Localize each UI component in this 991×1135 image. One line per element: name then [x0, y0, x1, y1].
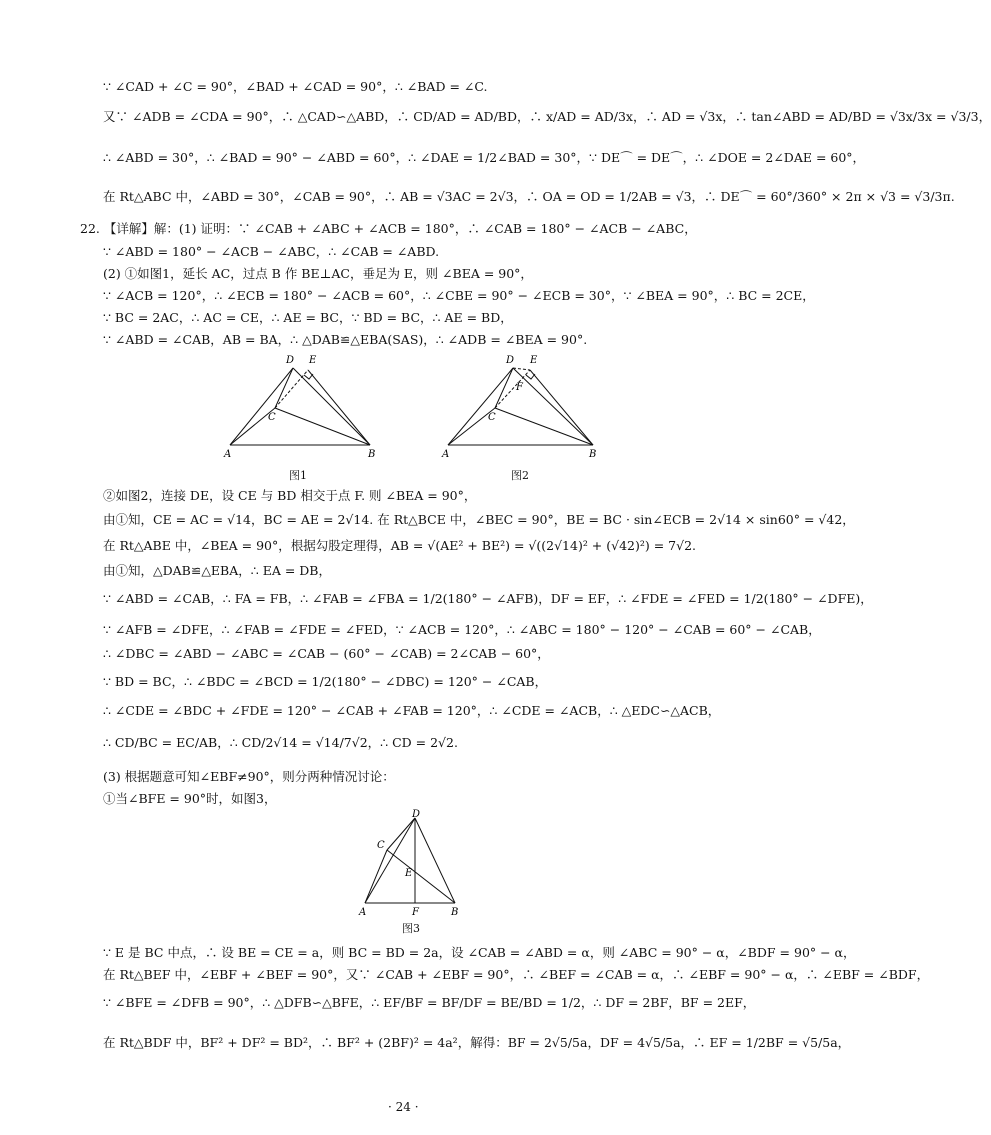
fig1-label-b: B [368, 449, 376, 460]
fig2-label-c: C [488, 412, 496, 423]
fig2-label-e: E [530, 355, 538, 366]
text-line-17: ∴ ∠DBC = ∠ABD − ∠ABC = ∠CAB − (60° − ∠CAB) = 2∠CAB − 60°， [103, 646, 550, 661]
text-line-18: ∵ BD = BC，∴ ∠BDC = ∠BCD = 1/2(180° − ∠DBC) = 120° − ∠CAB， [103, 674, 548, 689]
fig3-label-a: A [359, 907, 367, 918]
text-line-23: ∵ E 是 BC 中点，∴ 设 BE = CE = a，则 BC = BD = 2a，设 ∠CAB = ∠ABD = α，则 ∠ABC = 90° − α，∠BDF = 90° − α， [103, 945, 856, 960]
text-line-5: 22. 【详解】解：(1) 证明：∵ ∠CAB + ∠ABC + ∠ACB = 180°，∴ ∠CAB = 180° − ∠ACB − ∠ABC， [80, 221, 697, 236]
text-line-21: (3) 根据题意可知∠EBF≠90°，则分两种情况讨论： [103, 769, 395, 784]
fig1-label-c: C [268, 412, 276, 423]
figure-1 [220, 350, 380, 465]
text-line-20: ∴ CD/BC = EC/AB，∴ CD/2√14 = √14/7√2，∴ CD = 2√2. [103, 735, 458, 750]
fig3-label-c: C [377, 840, 385, 851]
fig3-label-f: F [412, 907, 419, 918]
text-line-25: ∵ ∠BFE = ∠DFB = 90°，∴ △DFB∽△BFE，∴ EF/BF = BF/DF = BE/BD = 1/2，∴ DF = 2BF，BF = 2EF， [103, 995, 756, 1010]
page-number: · 24 · [388, 1100, 419, 1114]
fig1-label-e: E [309, 355, 317, 366]
text-line-24: 在 Rt△BEF 中，∠EBF + ∠BEF = 90°，又∵ ∠CAB + ∠EBF = 90°，∴ ∠BEF = ∠CAB = α，∴ ∠EBF = 90° − α，∴ ∠EBF = ∠BDF， [103, 967, 930, 982]
fig1-label-a: A [224, 449, 232, 460]
figure-3-caption: 图3 [402, 922, 420, 935]
text-line-3: ∴ ∠ABD = 30°，∴ ∠BAD = 90° − ∠ABD = 60°，∴ ∠DAE = 1/2∠BAD = 30°，∵ DE⌒ = DE⌒，∴ ∠DOE = 2∠DAE = 60°， [103, 150, 866, 165]
figure-2 [438, 350, 603, 465]
figure-1-caption: 图1 [289, 469, 307, 482]
fig3-label-b: B [451, 907, 459, 918]
text-line-19: ∴ ∠CDE = ∠BDC + ∠FDE = 120° − ∠CAB + ∠FAB = 120°，∴ ∠CDE = ∠ACB，∴ △EDC∽△ACB， [103, 703, 721, 718]
fig2-label-f: F [516, 382, 523, 393]
text-line-13: 在 Rt△ABE 中，∠BEA = 90°，根据勾股定理得，AB = √(AE² + BE²) = √((2√14)² + (√42)²) = 7√2. [103, 538, 697, 553]
text-line-6: ∵ ∠ABD = 180° − ∠ACB − ∠ABC，∴ ∠CAB = ∠ABD. [103, 244, 440, 259]
text-line-26: 在 Rt△BDF 中，BF² + DF² = BD²，∴ BF² + (2BF)² = 4a²，解得：BF = 2√5/5a，DF = 4√5/5a，∴ EF = 1/2BF = √5/5a， [103, 1035, 851, 1050]
text-line-11: ②如图2，连接 DE，设 CE 与 BD 相交于点 F. 则 ∠BEA = 90°， [103, 488, 477, 503]
text-line-1: ∵ ∠CAD + ∠C = 90°，∠BAD + ∠CAD = 90°，∴ ∠BAD = ∠C. [103, 79, 488, 94]
text-line-22: ①当∠BFE = 90°时，如图3， [103, 791, 277, 806]
fig2-label-d: D [506, 355, 515, 366]
text-line-15: ∵ ∠ABD = ∠CAB，∴ FA = FB，∴ ∠FAB = ∠FBA = 1/2(180° − ∠AFB)，DF = EF，∴ ∠FDE = ∠FED = 1/2(180° − ∠DFE)， [103, 591, 873, 606]
text-line-16: ∵ ∠AFB = ∠DFE，∴ ∠FAB = ∠FDE = ∠FED，∵ ∠ACB = 120°，∴ ∠ABC = 180° − 120° − ∠CAB = 60° − ∠CAB， [103, 622, 821, 637]
fig2-label-b: B [589, 449, 597, 460]
text-line-9: ∵ BC = 2AC，∴ AC = CE，∴ AE = BC，∵ BD = BC，∴ AE = BD， [103, 310, 513, 325]
fig1-label-d: D [286, 355, 295, 366]
fig3-label-e: E [405, 868, 413, 879]
text-line-12: 由①知，CE = AC = √14，BC = AE = 2√14. 在 Rt△BCE 中，∠BEC = 90°，BE = BC · sin∠ECB = 2√14 × sin60° = √42， [103, 512, 855, 527]
figure-3 [355, 808, 465, 918]
text-line-4: 在 Rt△ABC 中，∠ABD = 30°，∠CAB = 90°，∴ AB = √3AC = 2√3，∴ OA = OD = 1/2AB = √3，∴ DE⌒ = 60°/360° × 2π × √3 = √3/3π. [103, 189, 955, 204]
text-line-2: 又∵ ∠ADB = ∠CDA = 90°，∴ △CAD∽△ABD，∴ CD/AD = AD/BD，∴ x/AD = AD/3x，∴ AD = √3x，∴ tan∠ABD = AD/BD = √3x/3x = √3/3， [103, 109, 991, 124]
fig3-label-d: D [412, 809, 421, 820]
text-line-7: (2) ①如图1，延长 AC，过点 B 作 BE⊥AC，垂足为 E，则 ∠BEA = 90°， [103, 266, 533, 281]
text-line-10: ∵ ∠ABD = ∠CAB，AB = BA，∴ △DAB≌△EBA(SAS)，∴ ∠ADB = ∠BEA = 90°. [103, 332, 588, 347]
fig2-label-a: A [442, 449, 450, 460]
figure-2-caption: 图2 [511, 469, 529, 482]
text-line-8: ∵ ∠ACB = 120°，∴ ∠ECB = 180° − ∠ACB = 60°，∴ ∠CBE = 90° − ∠ECB = 30°，∵ ∠BEA = 90°，∴ BC = 2CE， [103, 288, 815, 303]
text-line-14: 由①知，△DAB≌△EBA，∴ EA = DB， [103, 563, 331, 578]
